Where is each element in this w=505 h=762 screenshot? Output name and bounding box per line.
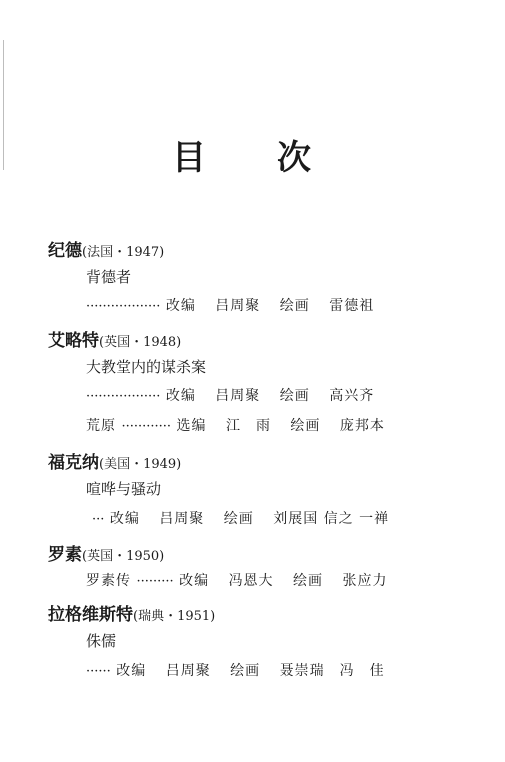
credit-person: 江 雨 [225, 418, 271, 434]
author-heading [48, 540, 164, 565]
work-title [86, 478, 161, 499]
author-heading [48, 326, 181, 351]
author-meta: (美国・1949) [99, 457, 182, 472]
credit-person: 冯恩大 [228, 573, 274, 589]
credit-person: 庞邦本 [339, 418, 385, 434]
author-meta: (法国・1947) [82, 245, 165, 260]
author-meta: (英国・1948) [99, 335, 182, 350]
work-name: 背德者 [86, 268, 132, 286]
credit-person: 吕周聚 [159, 511, 205, 527]
credit-role: 绘画 [293, 573, 324, 589]
credit-person: 雷德祖 [329, 298, 375, 314]
credit-person: 刘展国 信之 一禅 [273, 511, 390, 527]
credit-line [86, 415, 385, 435]
author-meta: (瑞典・1951) [133, 609, 216, 624]
title-char-1: 目 [172, 138, 206, 178]
work-name: 荒原 [86, 418, 116, 434]
credit-role: 改编 [179, 573, 210, 589]
credit-role: 绘画 [230, 663, 261, 679]
author-name: 纪德 [48, 241, 82, 261]
work-title [86, 630, 116, 651]
credit-line [86, 295, 374, 315]
credit-role: 绘画 [223, 511, 254, 527]
credit-role: 改编 [116, 663, 147, 679]
credit-person: 吕周聚 [215, 388, 261, 404]
credit-person: 吕周聚 [165, 663, 211, 679]
credit-line [86, 660, 385, 680]
work-name: 罗素传 [86, 573, 131, 589]
credit-person: 张应力 [342, 573, 388, 589]
work-name: 喧哗与骚动 [86, 480, 162, 498]
leader-dots: ·················· [86, 389, 161, 404]
credit-line [86, 570, 387, 590]
author-heading [48, 236, 164, 261]
page-edge-shadow [3, 40, 4, 170]
credit-line [92, 508, 389, 528]
leader-dots: ······ [86, 664, 111, 679]
author-name: 艾略特 [48, 331, 99, 351]
leader-dots: ·················· [86, 299, 161, 314]
credit-line [86, 385, 374, 405]
credit-role: 选编 [176, 418, 207, 434]
credit-role: 改编 [165, 388, 196, 404]
author-meta: (英国・1950) [82, 549, 165, 564]
leader-dots: ··· [92, 512, 105, 527]
title-char-2: 次 [277, 138, 311, 178]
author-heading [48, 448, 181, 473]
author-heading [48, 600, 215, 625]
credit-role: 绘画 [279, 298, 310, 314]
credit-role: 绘画 [279, 388, 310, 404]
author-name: 罗素 [48, 545, 82, 565]
work-title [86, 356, 206, 377]
credit-role: 改编 [165, 298, 196, 314]
credit-person: 聂崇瑞 冯 佳 [279, 663, 385, 679]
work-title [86, 266, 131, 287]
author-name: 福克纳 [48, 453, 99, 473]
work-name: 侏儒 [86, 632, 117, 650]
credit-role: 绘画 [290, 418, 321, 434]
credit-role: 改编 [109, 511, 140, 527]
work-name: 大教堂内的谋杀案 [86, 358, 207, 376]
credit-person: 吕周聚 [215, 298, 261, 314]
leader-dots: ············ [121, 419, 172, 434]
leader-dots: ········· [136, 574, 174, 589]
author-name: 拉格维斯特 [48, 605, 133, 625]
credit-person: 高兴齐 [329, 388, 375, 404]
